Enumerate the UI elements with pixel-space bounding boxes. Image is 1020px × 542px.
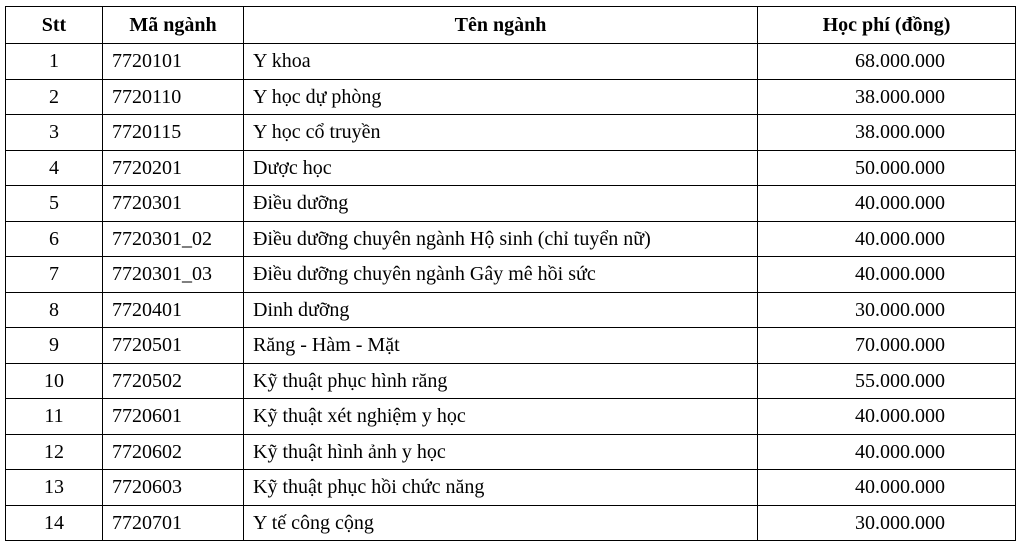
row-name-cell: Kỹ thuật phục hồi chức năng xyxy=(244,470,758,506)
tuition-table-container xyxy=(5,6,1015,541)
row-name-cell: Răng - Hàm - Mặt xyxy=(244,328,758,364)
row-name-cell: Kỹ thuật hình ảnh y học xyxy=(244,434,758,470)
row-code-cell: 7720701 xyxy=(103,505,244,541)
row-stt-cell: 9 xyxy=(6,328,103,364)
row-code-cell: 7720301_03 xyxy=(103,257,244,293)
row-fee-cell: 50.000.000 xyxy=(758,150,1016,186)
row-code-cell: 7720502 xyxy=(103,363,244,399)
row-stt-cell: 8 xyxy=(6,292,103,328)
row-fee-cell: 30.000.000 xyxy=(758,505,1016,541)
table-row xyxy=(6,470,1016,506)
row-stt-cell: 14 xyxy=(6,505,103,541)
table-row xyxy=(6,186,1016,222)
row-name-cell: Y tế công cộng xyxy=(244,505,758,541)
table-body xyxy=(6,44,1016,541)
table-row xyxy=(6,399,1016,435)
row-stt-cell: 5 xyxy=(6,186,103,222)
row-fee-cell: 30.000.000 xyxy=(758,292,1016,328)
row-fee-cell: 38.000.000 xyxy=(758,115,1016,151)
row-code-cell: 7720301 xyxy=(103,186,244,222)
row-fee-cell: 68.000.000 xyxy=(758,44,1016,80)
row-fee-cell: 40.000.000 xyxy=(758,257,1016,293)
row-name-cell: Y học dự phòng xyxy=(244,79,758,115)
table-row xyxy=(6,221,1016,257)
row-stt-cell: 12 xyxy=(6,434,103,470)
table-row xyxy=(6,115,1016,151)
row-fee-cell: 38.000.000 xyxy=(758,79,1016,115)
row-fee-cell: 40.000.000 xyxy=(758,399,1016,435)
table-header xyxy=(6,7,1016,44)
row-fee-cell: 40.000.000 xyxy=(758,186,1016,222)
row-code-cell: 7720101 xyxy=(103,44,244,80)
row-stt-cell: 4 xyxy=(6,150,103,186)
table-row xyxy=(6,257,1016,293)
row-name-cell: Dược học xyxy=(244,150,758,186)
table-row xyxy=(6,328,1016,364)
table-row xyxy=(6,44,1016,80)
row-name-cell: Điều dưỡng chuyên ngành Gây mê hồi sức xyxy=(244,257,758,293)
tuition-table xyxy=(5,6,1016,541)
header-row xyxy=(6,7,1016,44)
row-name-cell: Kỹ thuật phục hình răng xyxy=(244,363,758,399)
row-code-cell: 7720603 xyxy=(103,470,244,506)
row-stt-cell: 3 xyxy=(6,115,103,151)
row-stt-cell: 6 xyxy=(6,221,103,257)
row-code-cell: 7720602 xyxy=(103,434,244,470)
row-stt-cell: 13 xyxy=(6,470,103,506)
row-stt-cell: 1 xyxy=(6,44,103,80)
header-name: Tên ngành xyxy=(244,7,758,44)
row-code-cell: 7720115 xyxy=(103,115,244,151)
row-name-cell: Kỹ thuật xét nghiệm y học xyxy=(244,399,758,435)
row-name-cell: Điều dưỡng xyxy=(244,186,758,222)
table-row xyxy=(6,79,1016,115)
table-row xyxy=(6,505,1016,541)
row-stt-cell: 7 xyxy=(6,257,103,293)
row-stt-cell: 11 xyxy=(6,399,103,435)
row-code-cell: 7720201 xyxy=(103,150,244,186)
row-stt-cell: 2 xyxy=(6,79,103,115)
row-code-cell: 7720301_02 xyxy=(103,221,244,257)
row-name-cell: Y học cổ truyền xyxy=(244,115,758,151)
row-code-cell: 7720110 xyxy=(103,79,244,115)
table-row xyxy=(6,363,1016,399)
row-code-cell: 7720401 xyxy=(103,292,244,328)
header-stt: Stt xyxy=(6,7,103,44)
table-row xyxy=(6,292,1016,328)
row-stt-cell: 10 xyxy=(6,363,103,399)
row-fee-cell: 70.000.000 xyxy=(758,328,1016,364)
row-fee-cell: 55.000.000 xyxy=(758,363,1016,399)
header-code: Mã ngành xyxy=(103,7,244,44)
row-fee-cell: 40.000.000 xyxy=(758,434,1016,470)
table-row xyxy=(6,150,1016,186)
header-fee: Học phí (đồng) xyxy=(758,7,1016,44)
row-name-cell: Dinh dưỡng xyxy=(244,292,758,328)
row-code-cell: 7720501 xyxy=(103,328,244,364)
row-name-cell: Y khoa xyxy=(244,44,758,80)
row-fee-cell: 40.000.000 xyxy=(758,470,1016,506)
table-row xyxy=(6,434,1016,470)
row-code-cell: 7720601 xyxy=(103,399,244,435)
row-name-cell: Điều dưỡng chuyên ngành Hộ sinh (chỉ tuyển nữ) xyxy=(244,221,758,257)
row-fee-cell: 40.000.000 xyxy=(758,221,1016,257)
